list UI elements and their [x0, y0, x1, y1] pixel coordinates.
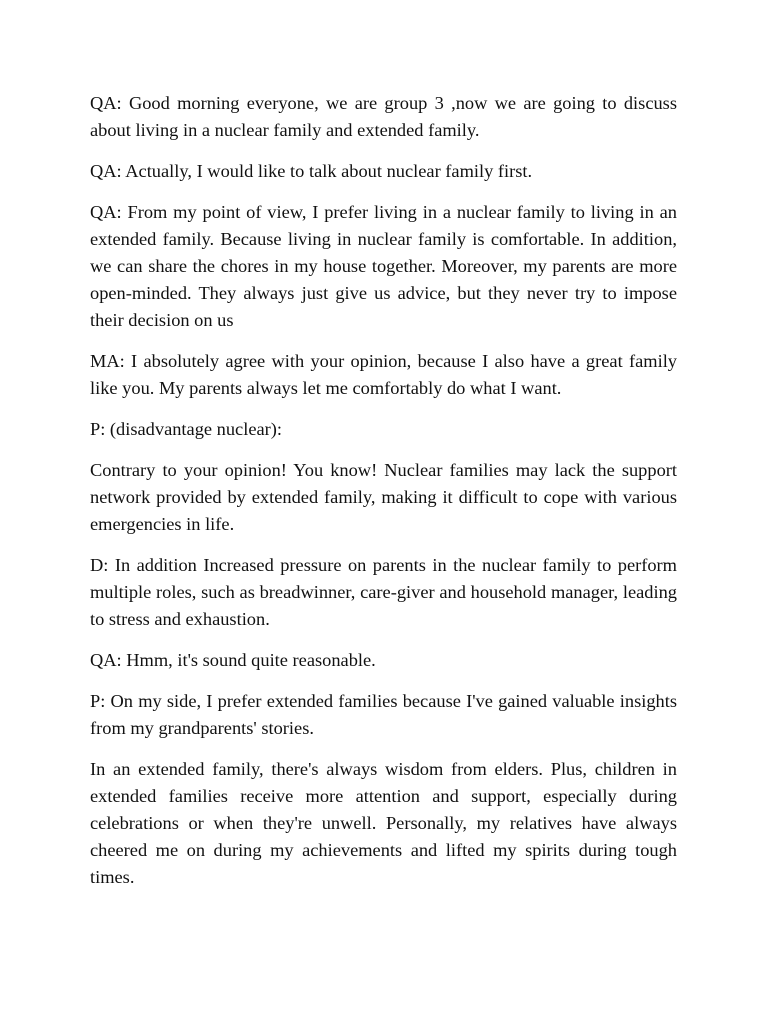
paragraph-extended-preference: P: On my side, I prefer extended families because I've gained valuable insights from my grandparents' stories.	[90, 691, 677, 738]
paragraph-greeting: QA: Good morning everyone, we are group 3 ,now we are going to discuss about living in a nuclear family and extended family.	[90, 93, 677, 140]
document-page	[90, 90, 677, 905]
paragraph-pressure: D: In addition Increased pressure on parents in the nuclear family to perform multiple roles, such as breadwinner, care-giver and household manager, leading to stress and exhaustion.	[90, 555, 677, 629]
paragraph-nuclear-preference: QA: From my point of view, I prefer living in a nuclear family to living in an extended family. Because living in nuclear family is comfortable. In addition, we can share the chores in my house together. Moreover, my parents are more open-minded. They always just give us advice, but they never try to impose their decision on us	[90, 202, 677, 330]
paragraph-agreement: MA: I absolutely agree with your opinion, because I also have a great family like you. My parents always let me comfortably do what I want.	[90, 351, 677, 398]
paragraph-disadvantage-heading: P: (disadvantage nuclear):	[90, 419, 283, 439]
paragraph-contrary: Contrary to your opinion! You know! Nuclear families may lack the support network provided by extended family, making it difficult to cope with various emergencies in life.	[90, 460, 677, 534]
paragraph-extended-benefits: In an extended family, there's always wisdom from elders. Plus, children in extended families receive more attention and support, especially during celebrations or when they're unwell. Personally, my relatives have always cheered me on during my achievements and lifted my spirits during tough times.	[90, 759, 677, 887]
paragraph-nuclear-intro: QA: Actually, I would like to talk about nuclear family first.	[90, 161, 533, 181]
paragraph-reasonable: QA: Hmm, it's sound quite reasonable.	[90, 650, 376, 670]
